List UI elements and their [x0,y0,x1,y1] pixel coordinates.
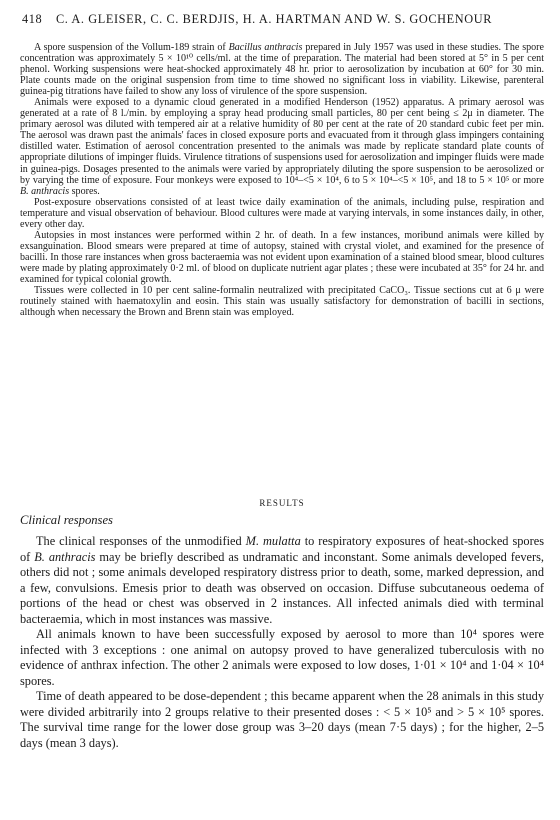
page-number: 418 [22,12,43,26]
results-paragraph: All animals known to have been successfully exposed by aerosol to more than 10⁴ spores were infected with 3 exceptions : one animal on autopsy proved to have generalized tuberculosis with no evidence of anthrax infection. The other 2 animals were exposed to low doses, 1·01 × 10⁴ and 1·04 × 10⁴ spores. [20,627,544,688]
italic-term: Bacillus anthracis [228,42,303,53]
section-heading: RESULTS [259,498,305,508]
results-paragraph: Time of death appeared to be dose-dependent ; this became apparent when the 28 animals in this study were divided arbitrarily into 2 groups relative to their presented doses : < 5 × 10⁵ and > 5 × 10⁵ spores. The survival time range for the lower dose group was 3–20 days (mean 7·5 days) ; for the higher, 2–5 days (mean 3 days). [20,689,544,750]
author-line: C. A. GLEISER, C. C. BERDJIS, H. A. HARTMAN AND W. S. GOCHENOUR [55,12,493,26]
results-section [20,534,544,751]
results-paragraph: The clinical responses of the unmodified M. mulatta to respiratory exposures of heat-shocked spores of B. anthracis may be briefly described as undramatic and inconstant. Some animals developed fevers, others did not ; some animals developed respiratory distress prior to death, some, marked depression, and a few, convulsions. Emesis prior to death was observed on occasion. Diffuse subcutaneous oedema of portions of the head or chest was observed in 2 instances. All infected animals died with terminal bacteraemia, which in most instances was massive. [20,534,544,626]
italic-term: M. mulatta [245,534,301,548]
methods-paragraph: Autopsies in most instances were performed within 2 hr. of death. In a few instances, moribund animals were killed by exsanguination. Blood smears were prepared at time of autopsy, stained with crystal violet, and examined for the presence of bacilli. In those rare instances when gross bacteraemia was not evident upon examination of a stained blood smear, blood cultures were made by plating approximately 0·2 ml. of blood on duplicate nutrient agar plates ; these were incubated at 35° for 24 hr. and examined for typical colonial growth. [20,229,544,285]
methods-paragraph: Post-exposure observations consisted of at least twice daily examination of the animals, including pulse, respiration and temperature and visual observation of behaviour. Blood cultures were made at varying intervals, in some instances daily, in other, every other day. [20,196,544,230]
methods-paragraph: Animals were exposed to a dynamic cloud generated in a modified Henderson (1952) apparatus. A primary aerosol was generated at a rate of 8 l./min. by employing a spray head producing small particles, 80 per cent being ≤ 2μ in diameter. The primary aerosol was diluted with tempered air at a relative humidity of 80 per cent at the rate of 20 standard cubic feet per min. The aerosol was drawn past the animals' faces in closed exposure ports and evacuated from it through glass impingers containing distilled water. Estimation of aerosol concentration presented to the animals was made by replicate standard plate counts of appropriate dilutions of impinger fluids. Virulence titrations of suspensions used for aerosolization and impinger fluids were made in guinea-pigs. Dosages presented to the animals were varied by appropriately diluting the spore suspension to be aerosolized or by varying the time of exposure. Four monkeys were exposed to 10⁴–<5 × 10⁴, 6 to 5 × 10⁴–<5 × 10⁵, and 18 to 5 × 10⁵ or more B. anthracis spores. [20,97,544,197]
italic-term: B. anthracis [20,185,70,197]
italic-term: B. anthracis [34,549,96,564]
methods-section [20,42,544,318]
subsection-heading: Clinical responses [20,513,113,527]
methods-paragraph: Tissues were collected in 10 per cent saline-formalin neutralized with precipitated CaCO₃. Tissue sections cut at 6 μ were routinely stained with haematoxylin and eosin. This stain was usually satisfactory for demonstration of bacilli in sections, although when necessary the Brown and Brenn stain was employed. [20,285,544,319]
running-head [22,12,546,27]
methods-paragraph: A spore suspension of the Vollum-189 strain of Bacillus anthracis prepared in July 1957 was used in these studies. The spore concentration was approximately 5 × 10¹⁰ cells/ml. at the time of preparation. The material had been stored at 5° in 5 per cent phenol. Working suspensions were heat-shocked approximately 48 hr. prior to aerosolization by incubation at 60° for 30 min. Plate counts made on the original suspension from time to time showed no significant loss in viability. Likewise, parenteral guinea-pig titrations have failed to show any loss of virulence of the spore suspension. [20,42,544,98]
